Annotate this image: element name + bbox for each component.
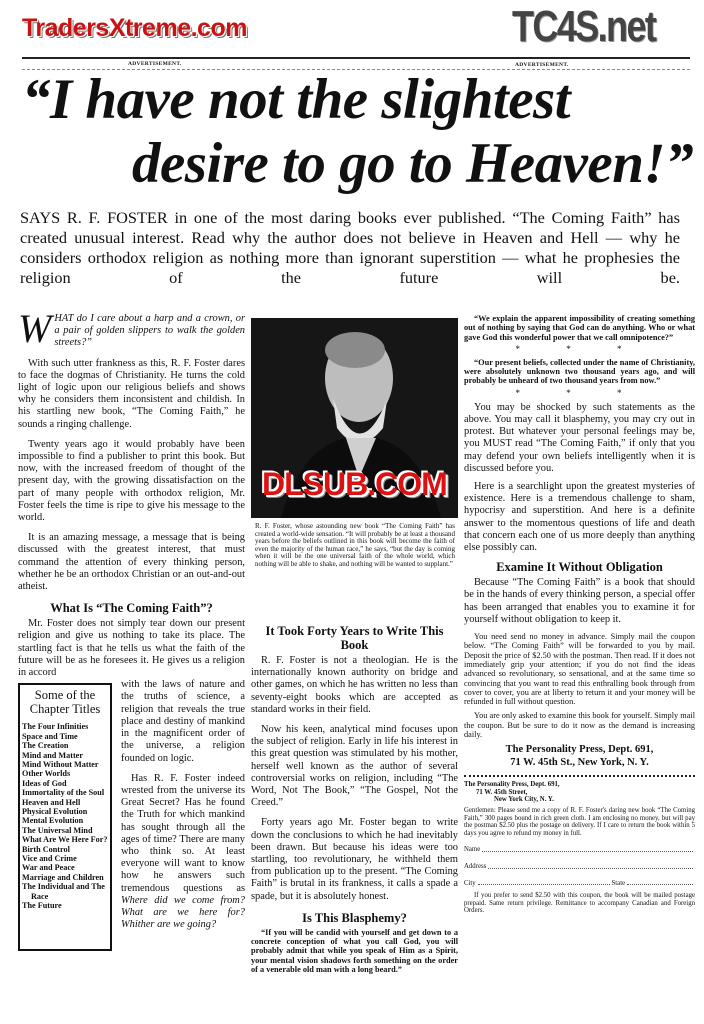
chapter-title: Vice and Crime: [22, 853, 77, 863]
ad-label-right: ADVERTISEMENT.: [515, 62, 569, 68]
chapter-title: War and Peace: [22, 863, 75, 873]
quote: “We explain the apparent impossibility of creating something out of nothing by saying that God can do anything. Who or what gave God this wonderful power that we call omnipotence?”: [464, 314, 695, 342]
top-rule: [22, 57, 690, 59]
paragraph: You are only asked to examine this book for yourself. Simply mail the coupon. But be sure to do it now as the demand is increasing daily.: [464, 711, 695, 739]
watermark-tc4s: TC4S.net: [512, 2, 656, 51]
chapter-title: Other Worlds: [22, 769, 71, 779]
coupon-address-line: 71 W. 45th Street,: [476, 788, 528, 796]
publisher-line: 71 W. 45th St., New York, N. Y.: [510, 756, 649, 768]
paragraph: R. F. Foster is not a theologian. He is the internationally known authority on bridge and other games, on which he has written no less than seventy-eight books which are accepted as standard works in their field.: [251, 655, 458, 715]
chapter-title: The Four Infinities: [22, 722, 89, 732]
order-coupon: [464, 781, 695, 915]
watermark-dlsub: DLSUB.COM: [262, 466, 447, 502]
address-field[interactable]: [464, 863, 695, 871]
section-heading: Examine It Without Obligation: [496, 560, 663, 575]
coupon-cut-line: [464, 775, 695, 777]
headline: [22, 68, 702, 196]
headline-line-2: desire to go to Heaven!”: [132, 132, 694, 195]
paragraph: Has R. F. Foster indeed wrested from the universe its Great Secret? Has he found the Truth for which mankind has sought through all the ages of time? There are many who think so. At least everyone will want to know how he answers such tremendous questions as: [121, 772, 245, 894]
separator-stars: * * *: [515, 343, 644, 354]
paragraph: Forty years ago Mr. Foster began to write down the conclusions to which he had inevitably been drawn. But because his ideas were too startling, too revolutionary, he withheld them from publication up to the present. “The Coming Faith” is brutal in its frankness, it calls a spade a spade, but it is absolutely honest.: [251, 817, 458, 902]
separator-stars: * * *: [515, 387, 644, 398]
paragraph: It is an amazing message, a message that is being discussed with the greatest interest, that must command the attention of every thinking person, whether he be an orthodox Christian or an out-and-out atheist.: [18, 532, 245, 593]
city-label: City: [464, 879, 476, 887]
blasphemy-quote: “If you will be candid with yourself and get down to a concrete conception of what you call God, you will probably admit that while you speak of Him as a Spirit, your mental vision shadows forth something on the order of a venerable old man with a long beard.”: [251, 927, 458, 975]
section-heading: It Took Forty Years to Write This Book: [265, 624, 444, 652]
lead-paragraph: SAYS R. F. FOSTER in one of the most daring books ever published. “The Coming Faith” has created unusual interest. Read why the author does not believe in Heaven and Hell — why he considers orthodox religion as nothing more than ignorant superstition — what he prophesies the religion of the future will be.: [20, 208, 680, 287]
middle-column: [251, 624, 458, 982]
chapter-title: Mental Evolution: [22, 816, 84, 826]
right-column: [464, 314, 695, 915]
address-input-line[interactable]: [488, 863, 693, 869]
name-label: Name: [464, 846, 481, 854]
city-input-line[interactable]: [478, 880, 610, 886]
chapter-title: Heaven and Hell: [22, 797, 81, 807]
paragraph: Because “The Coming Faith” is a book that should be in the hands of every thinking person, a special offer has been arranged that enables you to examine it for yourself without obligation to keep it.: [464, 577, 695, 625]
chapter-title: Marriage and Children: [22, 872, 104, 882]
city-state-field[interactable]: [464, 880, 695, 888]
paragraph: Now his keen, analytical mind focuses upon the subject of religion. Early in life his interest in this great question was stimulated by his mother, herself well known as the author of several controversial works on religion, including “The Word, Not The Book,” “The Gospel, Not the Creed.”: [251, 724, 458, 809]
left-column: [18, 306, 245, 955]
chapter-box-title: Some of the Chapter Titles: [29, 688, 101, 716]
headline-line-1: “I have not the slightest: [22, 68, 571, 131]
chapter-title: The Future: [22, 901, 62, 910]
chapter-list: [22, 722, 108, 910]
publisher-address: [464, 744, 695, 769]
section-heading: Is This Blasphemy?: [302, 910, 407, 925]
name-field[interactable]: [464, 846, 695, 854]
watermark-tradersxtreme: TradersXtreme.com: [22, 14, 247, 42]
paragraph: With such utter frankness as this, R. F. Foster dares to face the dogmas of Christianity. He turns the cold light of logic upon our religious beliefs and shows why he considers them inconsistent and childish. In his startling new book, “The Coming Faith,” he sounds a ringing challenge.: [18, 357, 245, 430]
chapter-title: The Individual and The Race: [22, 882, 105, 901]
opening-quote: HAT do I care about a harp and a crown, or a pair of golden slippers to walk the golden streets?”: [54, 313, 245, 349]
chapter-title: Mind and Matter: [22, 750, 83, 760]
chapter-title: Space and Time: [22, 731, 78, 741]
photo-caption: R. F. Foster, whose astounding new book “The Coming Faith” has created a world-wide sensation. “It will probably be at least a thousand years before the beliefs outlined in this book will become the faith of even the majority of the human race,” he says, “but the day is coming when it will be the one universal faith of the whole world, which nothing will be able to shake, and nothing will be wanted to supplant.”: [255, 522, 455, 568]
paragraph: Here is a searchlight upon the greatest mysteries of existence. Here is a tremendous challenge to sham, hypocrisy and superstition. And here is a definite answer to the momentous questions of life and death that concern each one of us more deeply than anything else possibly can.: [464, 481, 695, 554]
quote: “Our present beliefs, collected under the name of Christianity, were absolutely unknown two thousand years ago, and will probably be unheard of two thousand years from now.”: [464, 357, 695, 386]
drop-cap: W: [18, 306, 52, 351]
coupon-footer: If you prefer to send $2.50 with this coupon, the book will be mailed postage prepaid. Same return privilege. Remittance to accompany Canadian and Foreign Orders.: [464, 892, 695, 915]
chapter-title: What Are We Here For?: [22, 835, 108, 845]
paragraph: with the laws of nature and the truths of science, a religion that reveals the true place and destiny of mankind in the magnificent order of the universe, a religion founded on logic.: [121, 679, 245, 764]
paragraph: Twenty years ago it would probably have been impossible to find a publisher to print this book. But now, with the increased freedom of thought of the present day, with the growing dissatisfaction on the part of many people with orthodox religion, Mr. Foster feels the time is ripe to give his message to the world.: [18, 438, 245, 524]
chapter-title: The Universal Mind: [22, 825, 93, 835]
publisher-line: The Personality Press, Dept. 691,: [505, 744, 654, 756]
chapter-title: Ideas of God: [22, 778, 67, 788]
questions: Where did we come from? What are we here for? Whither are we going?: [121, 894, 245, 931]
name-input-line[interactable]: [482, 846, 693, 852]
paragraph: You need send no money in advance. Simply mail the coupon below. “The Coming Faith” will be forwarded to you by mail. Deposit the price of $2.50 with the postman. Then read. If it does not immediately grip your attention; if you do not find the ideas advanced so revolutionary, so sensational, and at the same time so convincing that you want to read this enthralling book through from cover to cover, you are at liberty to return it and your money will be refunded in full without question.: [464, 632, 695, 707]
coupon-body: Gentlemen: Please send me a copy of R. F. Foster's daring new book “The Coming Faith,” 300 pages bound in rich green cloth. I am enclosing no money, but will pay the postman $2.50 plus the postage on delivery. If I care to return the book within 5 days you agree to refund my money in full.: [464, 807, 695, 837]
state-input-line[interactable]: [627, 880, 693, 886]
paragraph: Mr. Foster does not simply tear down our present religion and give us nothing to take its place. The startling fact is that he tells us what the faith of the future will be as he foresees it. He gives us a religion in accord: [18, 618, 245, 679]
coupon-address-line: The Personality Press, Dept. 691,: [464, 781, 560, 789]
chapter-title: Physical Evolution: [22, 806, 88, 816]
chapter-title: Mind Without Matter: [22, 759, 99, 769]
chapter-title: Immortality of the Soul: [22, 788, 105, 798]
chapter-titles-box: [18, 683, 112, 951]
paragraph: You may be shocked by such statements as the above. You may call it blasphemy, you may cry out in protest. But whatever your personal feelings may be, you MUST read “The Coming Faith,” if only that you may defend your own beliefs intelligently when it is discussed before you.: [464, 401, 695, 474]
coupon-address-line: New York City, N. Y.: [494, 796, 554, 804]
address-label: Address: [464, 863, 487, 871]
state-label: State: [611, 879, 626, 887]
chapter-title: Birth Control: [22, 844, 70, 854]
section-heading: What Is “The Coming Faith”?: [50, 601, 213, 616]
chapter-title: The Creation: [22, 741, 69, 751]
ad-label-left: ADVERTISEMENT.: [128, 61, 182, 67]
